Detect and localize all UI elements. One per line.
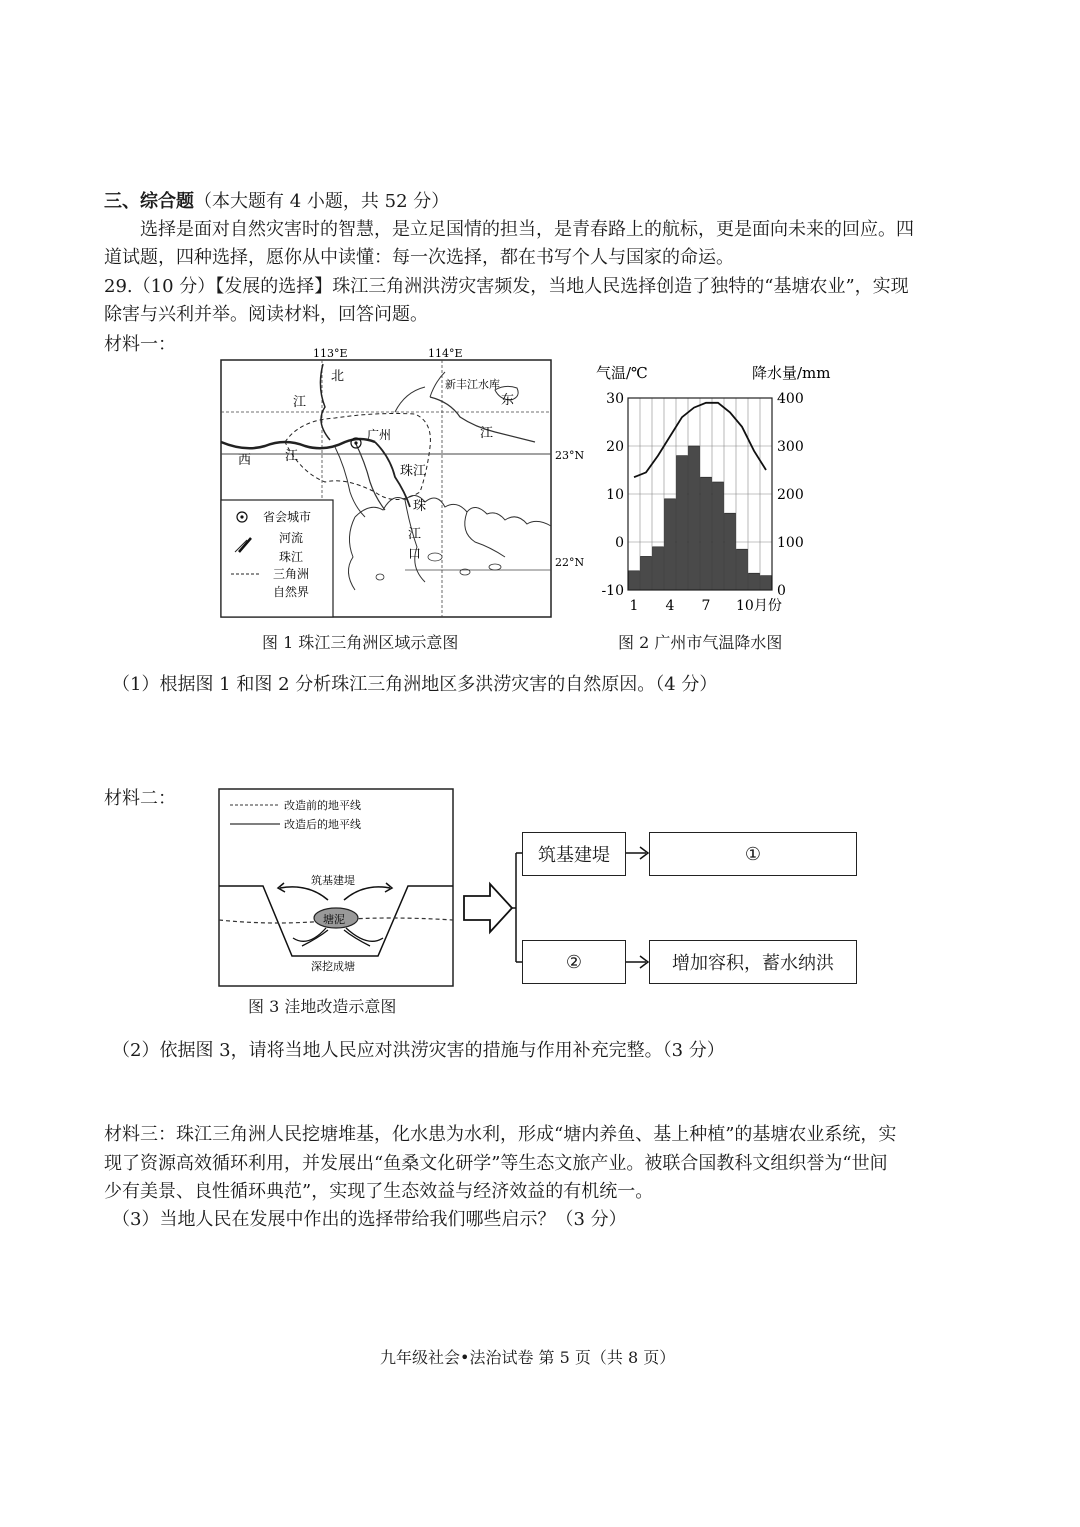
month-tick-label: 10月份 [736,598,782,614]
month-tick-label: 4 [665,598,675,614]
material2-label: 材料二： [104,788,176,809]
map-label-reservoir: 新丰江水库 [445,378,500,391]
sub-question-3: （3）当地人民在发展中作出的选择带给我们哪些启示？（3 分） [112,1209,627,1230]
map-label-kou: 口 [408,547,422,562]
flow-box-blank-1: ① [649,832,857,876]
precip-bar-5 [677,456,688,590]
precip-bar-2 [641,556,652,590]
precip-bar-7 [701,477,712,590]
month-tick-label: 1 [629,598,639,614]
precip-bar-6 [689,446,700,590]
flow-box-embankment: 筑基建堤 [522,832,626,876]
precip-tick-label: 200 [777,487,804,503]
question-stem-line-1: 29.（10 分）【发展的选择】珠江三角洲洪涝灾害频发，当地人民选择创造了独特的“基塘农业”，实现 [104,276,909,297]
flow-box-capacity: 增加容积，蓄水纳洪 [649,940,857,984]
dig-label: 深挖成塘 [311,960,355,973]
precip-bar-10 [737,549,748,590]
temp-tick-label: 30 [606,391,624,407]
map-label-xi: 西 [238,453,252,468]
lat-label-23: 23°N [555,449,585,462]
material1-label: 材料一： [104,334,176,355]
material3-line-3: 少有美景、良性循环典范”，实现了生态效益与经济效益的有机统一。 [104,1181,654,1202]
precip-tick-label: 0 [777,583,786,599]
map-label-jiang-east: 江 [480,426,494,441]
figure3-caption: 图 3 洼地改造示意图 [248,997,397,1016]
question-stem-line-2: 除害与兴利并举。阅读材料，回答问题。 [104,304,428,325]
map-label-zhujiang: 珠江 [400,464,427,479]
lat-label-22: 22°N [555,556,585,569]
lon-label-114: 114°E [428,347,463,360]
section-heading [104,189,449,215]
intro-line-1: 选择是面对自然灾害时的智慧，是立足国情的担当，是青春路上的航标，更是面向未来的回应。四 [140,219,914,240]
temp-tick-label: 20 [606,439,624,455]
precip-bar-4 [665,499,676,590]
map-label-north: 北 [331,369,345,384]
temp-tick-label: -10 [601,583,624,599]
section-heading-note: （本大题有 4 小题，共 52 分） [194,191,450,212]
precip-tick-label: 400 [777,391,804,407]
mud-label: 塘泥 [323,913,345,926]
map-label-jiang-kou: 江 [408,527,422,542]
material3-line-2: 现了资源高效循环利用，并发展出“鱼桑文化研学”等生态文旅产业。被联合国教科文组织誉为“世间 [104,1153,888,1174]
legend-after-line: 改造后的地平线 [284,818,361,831]
legend-river: 河流 [279,531,304,545]
page-footer: 九年级社会•法治试卷 第 5 页（共 8 页） [380,1348,676,1367]
figure3-diagram [218,788,456,988]
temp-tick-label: 0 [615,535,624,551]
precip-tick-label: 100 [777,535,804,551]
section-heading-title: 三、综合题 [104,191,194,212]
legend-boundary-1: 三角洲 [273,567,310,581]
material3-line-1: 材料三：珠江三角洲人民挖塘堆基，化水患为水利，形成“塘内养鱼、基上种植”的基塘农业系统，实 [104,1124,897,1145]
figure1-caption: 图 1 珠江三角洲区域示意图 [262,633,459,652]
figure2-climate-chart [590,358,850,618]
precip-axis-title: 降水量/mm [752,364,831,382]
temp-tick-label: 10 [606,487,624,503]
flow-box-blank-2: ② [522,940,626,984]
sub-question-1: （1）根据图 1 和图 2 分析珠江三角洲地区多洪涝灾害的自然原因。（4 分） [112,674,718,695]
precip-bar-11 [749,573,760,590]
embank-label: 筑基建堤 [311,874,355,887]
temp-axis-title: 气温/℃ [596,364,648,382]
legend-before-line: 改造前的地平线 [284,799,361,812]
precip-bar-3 [653,547,664,590]
map-label-dong: 东 [501,393,515,408]
map-label-guangzhou: 广州 [367,428,392,442]
legend-capital: 省会城市 [263,510,312,524]
precip-bar-8 [713,482,724,590]
month-tick-label: 7 [701,598,711,614]
intro-line-2: 道试题，四种选择，愿你从中读懂：每一次选择，都在书写个人与国家的命运。 [104,247,734,268]
precip-bar-12 [761,576,772,590]
figure2-caption: 图 2 广州市气温降水图 [618,633,783,652]
precip-bar-9 [725,513,736,590]
figure1-map [205,342,585,622]
legend-zhujiang: 珠江 [279,550,304,564]
map-label-zhu: 珠 [413,499,427,514]
precip-bar-1 [629,571,640,590]
precip-tick-label: 300 [777,439,804,455]
lon-label-113: 113°E [313,347,348,360]
map-label-jiang-west: 江 [285,449,299,464]
map-label-jiang-north: 江 [293,395,307,410]
sub-question-2: （2）依据图 3，请将当地人民应对洪涝灾害的措施与作用补充完整。（3 分） [112,1040,725,1061]
legend-boundary-2: 自然界 [273,585,310,599]
